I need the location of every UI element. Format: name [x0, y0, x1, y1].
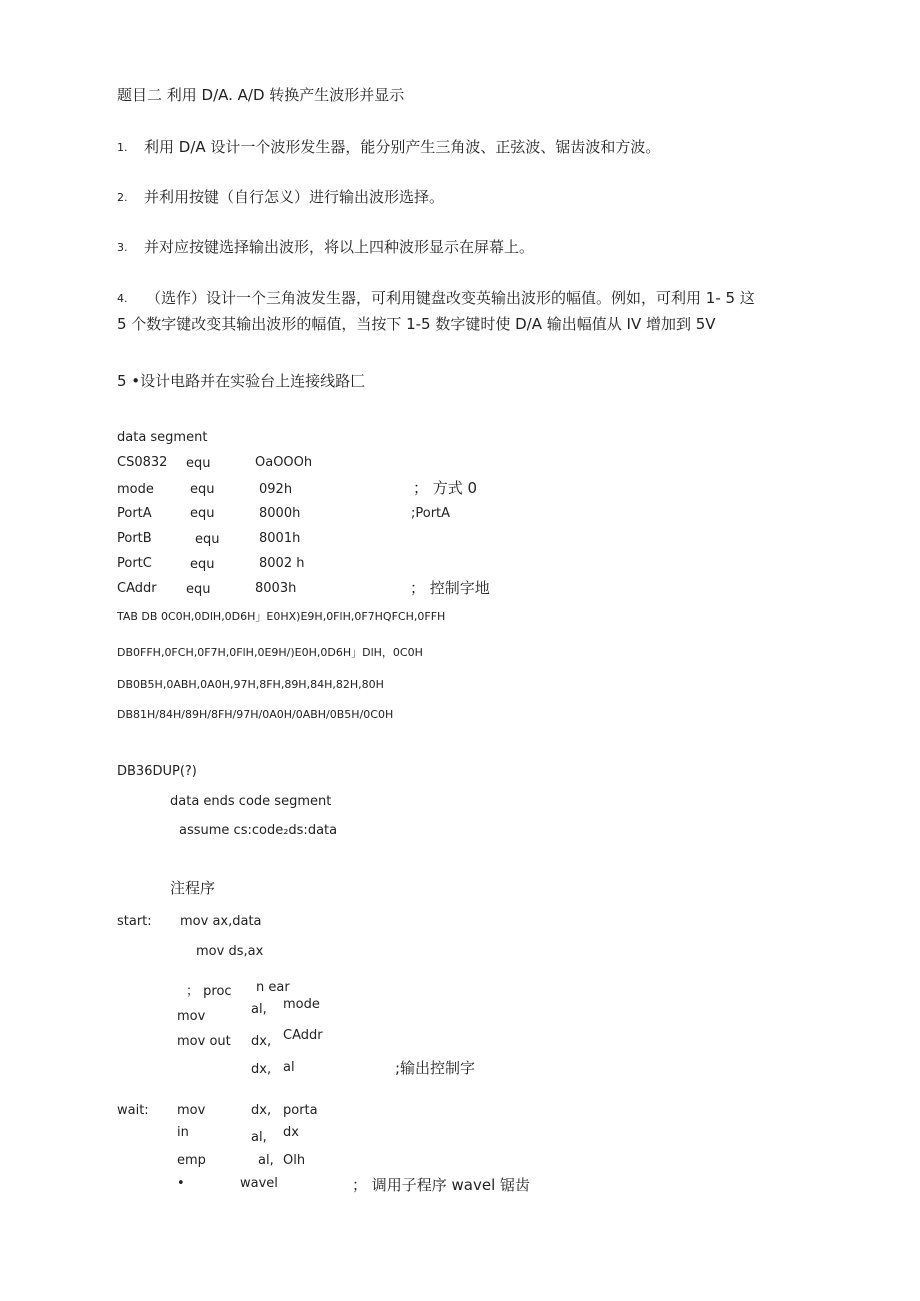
dx-operand-2: dx, [251, 1062, 272, 1077]
equ-value: 092h [259, 482, 293, 497]
in-dx-operand: dx [283, 1125, 299, 1140]
item-3-number: 3. [117, 241, 128, 254]
caddr-operand: CAddr [283, 1028, 323, 1043]
proc-comment: ； proc [186, 984, 232, 999]
page-title: 题目二 利用 D/A. A/D 转换产生波形并显示 [117, 86, 405, 104]
mov-ds-instruction: mov ds,ax [196, 944, 264, 959]
output-control-comment: ;输出控制字 [395, 1059, 476, 1077]
equ-name: PortA [117, 506, 152, 521]
dx-operand: dx, [251, 1034, 272, 1049]
mov-out-instruction: mov out [177, 1034, 231, 1049]
equ-value: 8003h [255, 581, 297, 596]
table-line-1: TAB DB 0C0H,0DlH,0D6H」E0HX)E9H,0FlH,0F7HQFCH,0FFH [117, 610, 446, 623]
mov-instruction: mov [177, 1009, 206, 1024]
al-operand-2: al [283, 1060, 295, 1075]
item-4-text: （选作）设计一个三角波发生器，可利用键盘改变英输出波形的幅值。例如，可利用 1- 5 这 [146, 289, 755, 307]
call-subroutine-comment: ； 调用子程序 wavel 锯齿 [352, 1176, 531, 1194]
equ-comment: ； 控制字地 [410, 579, 490, 597]
equ-op: equ [195, 532, 220, 547]
item-4-number: 4. [117, 292, 128, 305]
table-line-4: DB81H/84H/89H/8FH/97H/0A0H/0ABH/0B5H/0C0H [117, 708, 394, 721]
emp-olh-operand: Olh [283, 1153, 306, 1168]
data-ends-line: data ends code segment [170, 794, 332, 809]
mode-operand: mode [283, 997, 320, 1012]
near-keyword: n ear [256, 980, 290, 995]
dup-line: DB36DUP(?) [117, 764, 197, 779]
in-instruction: in [177, 1125, 189, 1140]
wait-dx-operand: dx, [251, 1103, 272, 1118]
equ-name: mode [117, 482, 154, 497]
equ-name: CAddr [117, 581, 157, 596]
equ-op: equ [186, 456, 211, 471]
equ-value: OaOOOh [255, 455, 313, 470]
assume-line: assume cs:code₂ds:data [179, 823, 338, 838]
item-4-continuation: 5 个数字键改变其输出波形的幅值，当按下 1-5 数字键时使 D/A 输出幅值从 IV 增加到 5V [117, 315, 716, 333]
item-5-text: 5 •设计电路并在实验台上连接线路匚 [117, 372, 366, 390]
equ-op: equ [186, 582, 211, 597]
item-1-text: 利用 D/A 设计一个波形发生器，能分别产生三角波、正弦波、锯齿波和方波。 [144, 138, 661, 156]
equ-name: PortC [117, 556, 152, 571]
equ-name: CS0832 [117, 455, 168, 470]
equ-comment: ;PortA [411, 506, 451, 521]
equ-comment: ； 方式 0 [413, 479, 478, 497]
equ-op: equ [190, 482, 215, 497]
emp-instruction: emp [177, 1153, 206, 1168]
emp-al-operand: al, [258, 1153, 274, 1168]
equ-name: PortB [117, 531, 152, 546]
wait-label: wait: [117, 1103, 149, 1118]
porta-operand: porta [283, 1103, 318, 1118]
equ-value: 8002 h [259, 556, 305, 571]
in-al-operand: al, [251, 1130, 267, 1145]
item-2-text: 并利用按键（自行怎义）进行输出波形选择。 [144, 188, 445, 206]
table-line-2: DB0FFH,0FCH,0F7H,0FlH,0E9H/)E0H,0D6H」DlH，0C0H [117, 646, 423, 659]
bullet: • [177, 1176, 185, 1191]
main-program-label: 注程序 [170, 879, 216, 897]
equ-value: 8001h [259, 531, 301, 546]
al-operand: al, [251, 1002, 267, 1017]
start-instruction: mov ax,data [180, 914, 262, 929]
table-line-3: DB0B5H,0ABH,0A0H,97H,8FH,89H,84H,82H,80H [117, 678, 384, 691]
item-3-text: 并对应按键选择输出波形，将以上四种波形显示在屏幕上。 [144, 238, 535, 256]
item-2-number: 2. [117, 191, 128, 204]
item-1-number: 1. [117, 141, 128, 154]
equ-op: equ [190, 557, 215, 572]
wavel-operand: wavel [240, 1176, 278, 1191]
equ-op: equ [190, 506, 215, 521]
start-label: start: [117, 914, 152, 929]
data-segment-line: data segment [117, 430, 208, 445]
equ-value: 8000h [259, 506, 301, 521]
wait-mov-instruction: mov [177, 1103, 206, 1118]
